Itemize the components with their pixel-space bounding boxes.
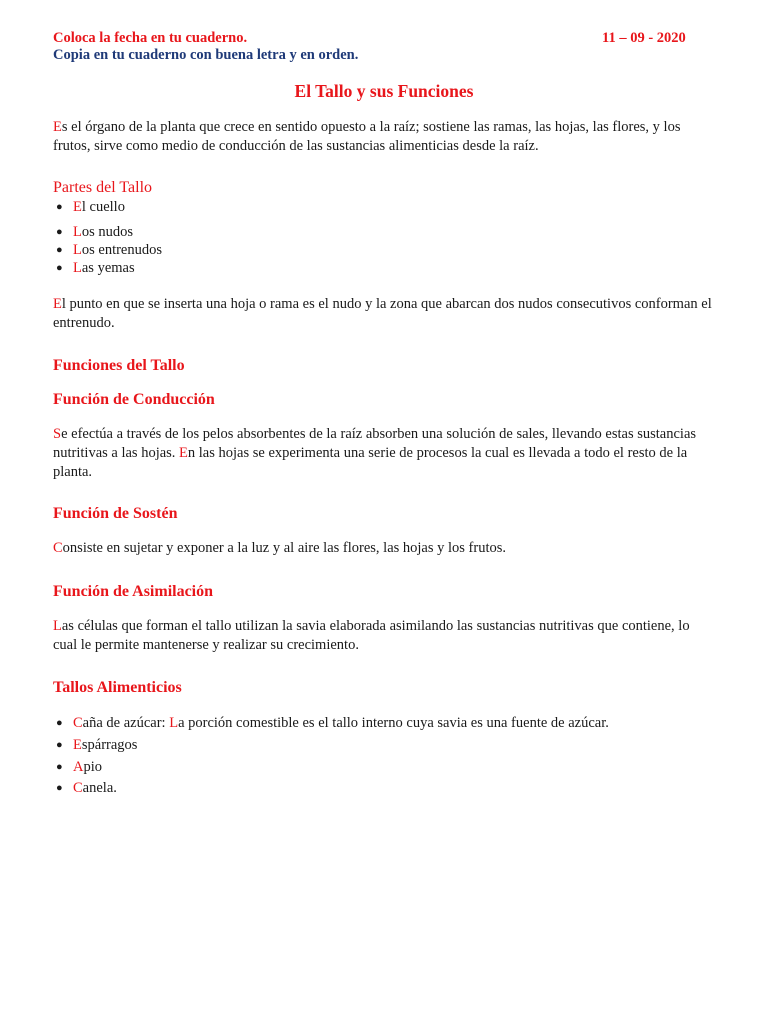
- drop-letter: L: [53, 618, 62, 634]
- bullet-icon: ●: [56, 201, 63, 213]
- list-item: [56, 779, 117, 797]
- bullet-icon: ●: [56, 739, 63, 751]
- list-item-text: anela.: [82, 780, 117, 796]
- asimilacion-text: as células que forman el tallo utilizan la savia elaborada asimilando las sustancias nutritivas que contiene, lo cual le permite mantenerse y realizar su crecimiento.: [53, 618, 690, 653]
- bullet-icon: ●: [56, 244, 63, 256]
- list-item-text: os entrenudos: [81, 242, 162, 258]
- drop-letter: L: [73, 242, 82, 258]
- drop-letter: L: [73, 260, 82, 276]
- asimilacion-paragraph: [53, 617, 717, 655]
- drop-letter: E: [179, 445, 188, 461]
- conduccion-text-2: n las hojas se experimenta una serie de procesos la cual es llevada a todo el resto de la planta.: [53, 445, 688, 480]
- list-item-text: pio: [83, 759, 103, 775]
- list-item-text: as yemas: [81, 260, 135, 276]
- list-item: [56, 758, 103, 776]
- sosten-text: onsiste en sujetar y exponer a la luz y al aire las flores, las hojas y los frutos.: [62, 540, 507, 556]
- drop-letter: S: [53, 426, 62, 442]
- drop-letter: C: [73, 780, 83, 796]
- bullet-icon: ●: [56, 226, 63, 238]
- list-item: [56, 736, 138, 754]
- list-item: [56, 714, 609, 732]
- bullet-icon: ●: [56, 717, 63, 729]
- list-item-text: aña de azúcar:: [82, 715, 170, 731]
- drop-letter: E: [73, 199, 82, 215]
- drop-letter: A: [73, 759, 84, 775]
- bullet-icon: ●: [56, 782, 63, 794]
- conduccion-text: e efectúa a través de los pelos absorbentes de la raíz absorben una solución de sales, llevando estas sustancias nutritivas a las hojas.: [53, 426, 697, 461]
- list-item-text-2: a porción comestible es el tallo interno cuya savia es una fuente de azúcar.: [178, 715, 609, 731]
- drop-letter: E: [53, 296, 62, 312]
- bullet-icon: ●: [56, 761, 63, 773]
- nudo-paragraph: [53, 295, 717, 333]
- page-title: El Tallo y sus Funciones: [294, 81, 474, 101]
- drop-letter: C: [73, 715, 83, 731]
- drop-letter: E: [53, 119, 62, 135]
- list-item-text: spárragos: [81, 737, 138, 753]
- intro-text: s el órgano de la planta que crece en sentido opuesto a la raíz; sostiene las ramas, las hojas, las flores, y los frutos, sirve como medio de conducción de las sustancias alimenticias desde la raíz.: [53, 119, 681, 154]
- list-item: [56, 198, 125, 216]
- nudo-text: l punto en que se inserta una hoja o rama es el nudo y la zona que abarcan dos nudos consecutivos conforman el entrenudo.: [53, 296, 712, 331]
- bullet-icon: ●: [56, 262, 63, 274]
- drop-letter: C: [53, 540, 63, 556]
- drop-letter: E: [73, 737, 82, 753]
- subheading-asimilacion: Función de Asimilación: [53, 583, 214, 600]
- date-instruction: Coloca la fecha en tu cuaderno.: [53, 30, 248, 46]
- subheading-sosten: Función de Sostén: [53, 505, 178, 522]
- list-item-text: os nudos: [81, 224, 134, 240]
- list-item: [56, 259, 135, 277]
- list-item: [56, 223, 134, 241]
- subheading-conduccion: Función de Conducción: [53, 391, 215, 408]
- section-heading-partes: Partes del Tallo: [53, 179, 153, 196]
- drop-letter: L: [169, 715, 179, 731]
- intro-paragraph: [53, 118, 717, 156]
- sosten-paragraph: [53, 539, 717, 558]
- copy-instruction: Copia en tu cuaderno con buena letra y en orden.: [53, 47, 359, 63]
- conduccion-paragraph: [53, 425, 717, 482]
- section-heading-funciones: Funciones del Tallo: [53, 357, 185, 374]
- list-item: [56, 241, 162, 259]
- section-heading-alimenticios: Tallos Alimenticios: [53, 679, 182, 696]
- date-text: 11 – 09 - 2020: [602, 30, 686, 46]
- list-item-text: l cuello: [81, 199, 125, 215]
- drop-letter: L: [73, 224, 82, 240]
